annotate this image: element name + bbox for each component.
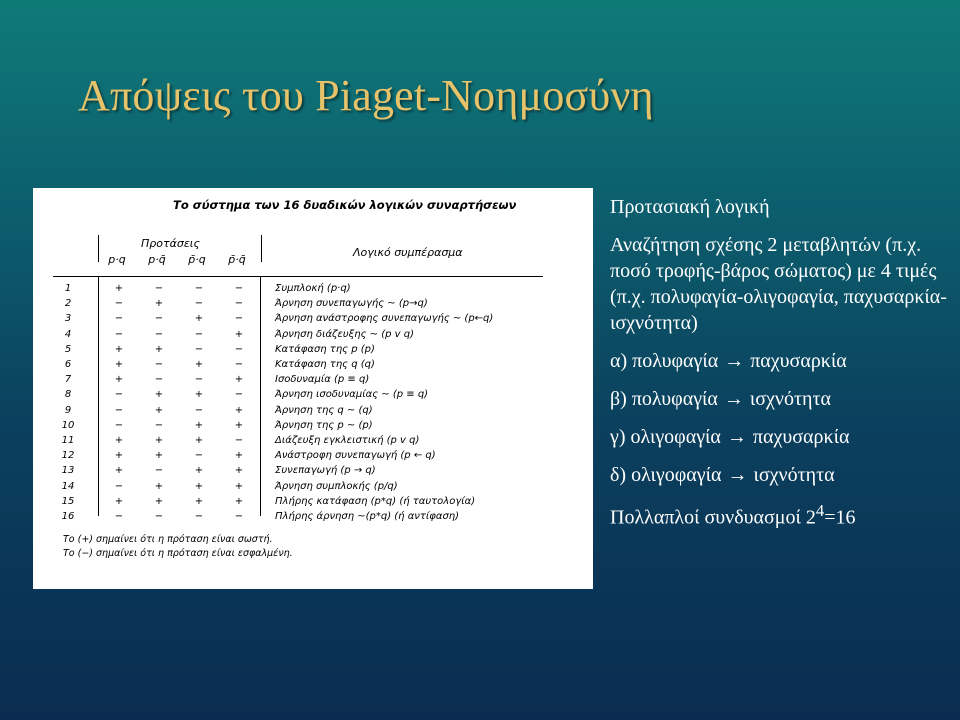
truth-value: + [194, 313, 204, 325]
truth-value: + [194, 435, 204, 446]
row-number: 12 [61, 450, 75, 462]
row-number: 7 [64, 374, 72, 386]
item-left: γ) ολιγοφαγία [610, 426, 721, 448]
conclusion-header: Λογικό συμπέρασμα [353, 246, 463, 259]
table-row [33, 344, 593, 360]
truth-value: + [194, 465, 204, 477]
table-row [33, 481, 593, 497]
truth-value: + [194, 419, 204, 431]
truth-value: − [194, 374, 204, 386]
footnote-positive: Το (+) σημαίνει ότι η πρόταση είναι σωστή. [63, 534, 273, 545]
combinations-exponent: 4 [815, 501, 825, 520]
truth-value: + [234, 328, 244, 340]
truth-value: + [154, 495, 164, 507]
truth-value: − [114, 389, 124, 401]
row-number: 9 [64, 404, 72, 416]
row-number: 8 [64, 389, 72, 401]
logical-conclusion: Συμπλοκή (p·q) [275, 283, 351, 294]
table-row [33, 329, 593, 345]
truth-value: + [114, 283, 124, 294]
logical-conclusion: Άρνηση διάζευξης ~ (p v q) [275, 328, 414, 340]
section-heading: Προτασιακή λογική [610, 196, 770, 218]
truth-value: + [114, 374, 124, 386]
truth-value: − [234, 283, 244, 294]
truth-value: + [194, 480, 204, 492]
arrow-icon: → [726, 426, 747, 448]
truth-value: + [154, 343, 164, 355]
logical-conclusion: Κατάφαση της q (q) [275, 359, 375, 370]
truth-value: − [234, 313, 244, 325]
list-item [610, 348, 950, 374]
combinations-text: Πολλαπλοί συνδυασμοί 2 [610, 506, 816, 529]
truth-value: − [194, 328, 204, 340]
table-row [33, 359, 593, 375]
truth-value: − [114, 298, 124, 310]
item-left: β) πολυφαγία [610, 388, 718, 410]
truth-value: − [114, 480, 124, 492]
truth-value: − [234, 389, 244, 401]
truth-value: − [154, 374, 164, 386]
truth-value: − [194, 450, 204, 462]
footnote-negative: Το (−) σημαίνει ότι η πρόταση είναι εσφαλμένη. [63, 548, 293, 559]
combinations-line [610, 500, 950, 531]
truth-value: − [234, 511, 244, 522]
truth-value: + [114, 450, 124, 462]
text-column [610, 194, 950, 543]
truth-value: + [154, 298, 164, 310]
truth-value: + [234, 480, 244, 492]
truth-value: + [234, 465, 244, 477]
table-row [33, 313, 593, 329]
logical-conclusion: Άρνηση συμπλοκής (p/q) [275, 480, 398, 492]
row-number: 6 [64, 359, 72, 370]
arrow-icon: → [724, 350, 745, 372]
truth-value: + [114, 465, 124, 477]
truth-value: + [154, 435, 164, 446]
table-header-rule [53, 276, 543, 277]
row-number: 5 [64, 343, 72, 355]
truth-value: − [154, 283, 164, 294]
column-header: p̄·q [188, 253, 206, 266]
truth-value: + [114, 343, 124, 355]
row-number: 2 [64, 298, 72, 310]
truth-value: + [234, 495, 244, 507]
truth-value: − [194, 283, 204, 294]
item-right: ισχνότητα [753, 464, 835, 486]
logical-conclusion: Άρνηση συνεπαγωγής ~ (p→q) [275, 298, 428, 310]
logical-conclusion: Συνεπαγωγή (p → q) [275, 465, 376, 477]
truth-value: + [194, 359, 204, 370]
truth-value: + [154, 450, 164, 462]
truth-value: − [154, 313, 164, 325]
truth-value: − [234, 435, 244, 446]
table-row [33, 496, 593, 512]
table-row [33, 511, 593, 527]
combinations-result: =16 [824, 506, 856, 529]
logical-conclusion: Άρνηση της q ~ (q) [275, 404, 373, 416]
logical-conclusion: Άρνηση ανάστροφης συνεπαγωγής ~ (p←q) [275, 313, 494, 325]
truth-value: + [234, 374, 244, 386]
row-number: 10 [61, 419, 75, 431]
logic-table-image [33, 188, 593, 589]
list-item [610, 462, 950, 488]
truth-value: − [154, 359, 164, 370]
truth-value: − [194, 511, 204, 522]
truth-value: + [154, 389, 164, 401]
slide-title: Απόψεις του Piaget-Νοημοσύνη [78, 71, 654, 120]
truth-value: + [234, 419, 244, 431]
truth-value: − [194, 404, 204, 416]
row-number: 15 [61, 495, 75, 507]
column-header: p̄·q̄ [228, 253, 246, 266]
truth-value: − [154, 465, 164, 477]
truth-value: + [234, 450, 244, 462]
truth-value: + [154, 480, 164, 492]
truth-value: − [194, 298, 204, 310]
logical-conclusion: Άρνηση της p ~ (p) [275, 419, 373, 431]
table-row [33, 420, 593, 436]
column-header: p·q̄ [148, 253, 166, 266]
truth-value: + [114, 435, 124, 446]
arrow-icon: → [727, 464, 748, 486]
truth-value: − [114, 419, 124, 431]
truth-value: − [154, 511, 164, 522]
table-row [33, 389, 593, 405]
truth-value: − [114, 328, 124, 340]
truth-value: − [234, 343, 244, 355]
row-number: 4 [64, 328, 72, 340]
truth-value: − [154, 419, 164, 431]
truth-value: + [114, 359, 124, 370]
logical-conclusion: Διάζευξη εγκλειστική (p v q) [275, 435, 420, 446]
table-row [33, 405, 593, 421]
description-paragraph: Αναζήτηση σχέσης 2 μεταβλητών (π.χ. ποσό τροφής-βάρος σώματος) με 4 τιμές (π.χ. πολυφαγία-ολιγοφαγία, παχυσαρκία-ισχνότητα) [610, 234, 947, 334]
table-row [33, 374, 593, 390]
row-number: 16 [61, 511, 75, 522]
truth-value: − [114, 313, 124, 325]
row-number: 11 [61, 435, 75, 446]
table-title: Το σύστημα των 16 δυαδικών λογικών συναρτήσεων [173, 198, 517, 212]
truth-value: + [234, 404, 244, 416]
row-number: 3 [64, 313, 72, 325]
table-row [33, 298, 593, 314]
truth-value: − [194, 343, 204, 355]
truth-value: + [194, 389, 204, 401]
arrow-icon: → [723, 388, 744, 410]
truth-value: − [154, 328, 164, 340]
column-header: p·q [108, 253, 126, 266]
row-number: 1 [64, 283, 72, 294]
logical-conclusion: Πλήρης άρνηση ~(p*q) (ή αντίφαση) [275, 511, 460, 522]
row-number: 14 [61, 480, 75, 492]
truth-value: − [114, 404, 124, 416]
logical-conclusion: Κατάφαση της p (p) [275, 343, 375, 355]
truth-value: − [114, 511, 124, 522]
truth-value: + [114, 495, 124, 507]
item-right: παχυσαρκία [752, 426, 850, 448]
truth-value: + [154, 404, 164, 416]
table-row [33, 465, 593, 481]
table-row [33, 283, 593, 299]
item-left: δ) ολιγοφαγία [610, 464, 722, 486]
truth-value: − [234, 359, 244, 370]
item-right: ισχνότητα [749, 388, 831, 410]
item-left: α) πολυφαγία [610, 350, 719, 372]
logical-conclusion: Πλήρης κατάφαση (p*q) (ή ταυτολογία) [275, 495, 476, 507]
table-row [33, 435, 593, 451]
row-number: 13 [61, 465, 75, 477]
list-item [610, 386, 950, 412]
truth-value: − [234, 298, 244, 310]
table-row [33, 450, 593, 466]
logical-conclusion: Άρνηση ισοδυναμίας ~ (p ≡ q) [275, 389, 429, 401]
logical-conclusion: Ανάστροφη συνεπαγωγή (p ← q) [275, 450, 436, 462]
propositions-header: Προτάσεις [141, 237, 200, 250]
list-item [610, 424, 950, 450]
truth-value: + [194, 495, 204, 507]
item-right: παχυσαρκία [750, 350, 847, 372]
logical-conclusion: Ισοδυναμία (p ≡ q) [275, 374, 370, 386]
